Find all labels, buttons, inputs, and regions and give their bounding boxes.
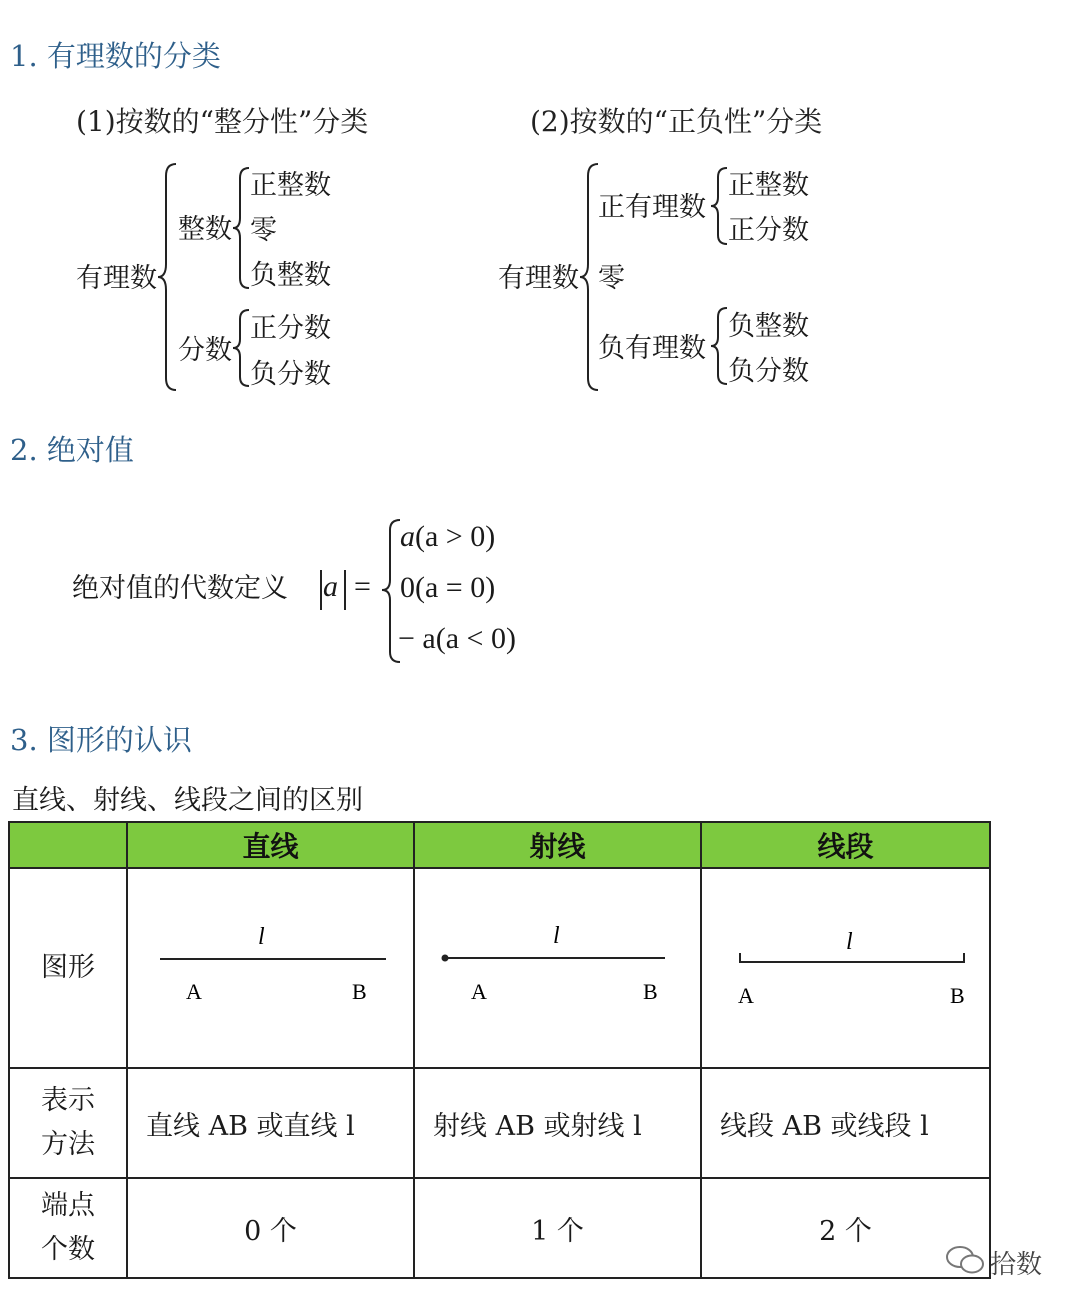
watermark-text: 拾数 (990, 1250, 1043, 1280)
brace-right-neg (710, 306, 730, 386)
classify-right-zero: 零 (598, 263, 625, 294)
classify-left-pos-int: 正整数 (250, 170, 331, 201)
line-label-b: B (352, 979, 367, 1004)
lines-intro: 直线、射线、线段之间的区别 (12, 785, 363, 816)
segment-label-a: A (738, 983, 754, 1008)
notation-segment: 线段 AB 或线段 l (701, 1068, 990, 1178)
classify-left-pos-frac: 正分数 (250, 313, 331, 344)
classify-left-zero: 零 (250, 215, 277, 246)
abs-case-zero: 0(a = 0) (400, 571, 496, 604)
classify-right-pos-rational: 正有理数 (598, 192, 706, 223)
section-title-shapes: 3. 图形的认识 (10, 723, 192, 757)
header-segment: 线段 (701, 822, 990, 868)
section-title-absolute-value: 2. 绝对值 (10, 433, 134, 467)
segment-label-l: l (846, 929, 853, 955)
brace-right-pos (710, 166, 730, 246)
classify-left-integer: 整数 (178, 214, 232, 245)
brace-left-integer (232, 166, 252, 290)
section-title-classification: 1. 有理数的分类 (10, 39, 221, 73)
brace-left-fraction (232, 308, 252, 388)
classify-right-pos-frac: 正分数 (728, 215, 809, 246)
table-header-row (9, 822, 990, 868)
row-label-endpoints-line2: 个数 (41, 1234, 95, 1265)
figure-ray (414, 868, 701, 1068)
ray-label-a: A (471, 979, 487, 1004)
classify-right-neg-int: 负整数 (728, 311, 809, 342)
header-line: 直线 (127, 822, 414, 868)
segment-label-b: B (950, 983, 965, 1008)
endpoints-ray: 1 个 (414, 1178, 701, 1278)
classify-left-root: 有理数 (76, 263, 157, 294)
row-label-notation-line1: 表示 (41, 1085, 95, 1116)
classify-left-fraction: 分数 (178, 335, 232, 366)
wechat-icon (944, 1244, 988, 1276)
classify-left-neg-frac: 负分数 (250, 359, 331, 390)
abs-case-positive: a(a > 0) (400, 520, 496, 553)
ray-label-b: B (643, 979, 658, 1004)
row-label-figure: 图形 (9, 868, 127, 1068)
abs-def-eq: = (354, 570, 371, 603)
line-label-a: A (186, 979, 202, 1004)
classify-right-pos-int: 正整数 (728, 170, 809, 201)
figure-line (127, 868, 414, 1068)
abs-def-label: 绝对值的代数定义 (72, 573, 288, 604)
abs-case-negative: − a(a < 0) (398, 622, 516, 655)
classify-left-title: (1)按数的“整分性”分类 (76, 105, 369, 138)
header-empty (9, 822, 127, 868)
ray-label-l: l (553, 923, 560, 949)
endpoints-segment: 2 个 (701, 1178, 990, 1278)
lines-comparison-table (8, 821, 991, 1279)
notation-ray: 射线 AB 或射线 l (414, 1068, 701, 1178)
table-row-notation (9, 1068, 990, 1178)
row-label-notation (9, 1068, 127, 1178)
brace-left-root (156, 162, 180, 392)
figure-segment (701, 868, 990, 1068)
table-row-endpoints (9, 1178, 990, 1278)
classify-right-neg-frac: 负分数 (728, 356, 809, 387)
row-label-notation-line2: 方法 (41, 1129, 95, 1160)
table-row-figure (9, 868, 990, 1068)
abs-def-var: a (323, 570, 338, 603)
classify-right-neg-rational: 负有理数 (598, 333, 706, 364)
classify-right-title: (2)按数的“正负性”分类 (530, 105, 823, 138)
header-ray: 射线 (414, 822, 701, 868)
classify-left-neg-int: 负整数 (250, 260, 331, 291)
endpoints-line: 0 个 (127, 1178, 414, 1278)
line-label-l: l (258, 924, 265, 950)
classify-right-root: 有理数 (498, 263, 579, 294)
notation-line: 直线 AB 或直线 l (127, 1068, 414, 1178)
row-label-endpoints (9, 1178, 127, 1278)
row-label-endpoints-line1: 端点 (41, 1190, 95, 1221)
